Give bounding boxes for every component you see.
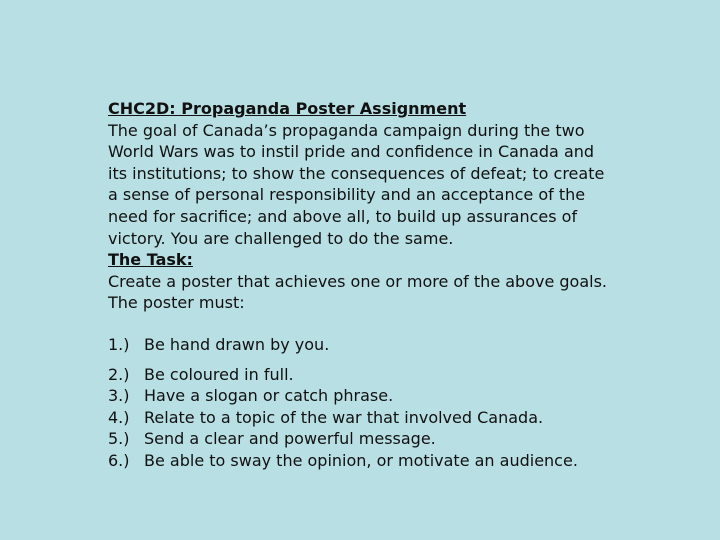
- list-item-number: 4.): [108, 407, 130, 427]
- list-item: [108, 385, 608, 407]
- list-item-text: Relate to a topic of the war that involved Canada.: [144, 407, 544, 427]
- requirements-list: [108, 364, 608, 472]
- intro-paragraph: The goal of Canada’s propaganda campaign during the two World Wars was to instil pride and confidence in Canada and its institutions; to show the consequences of defeat; to create a sense of personal responsibility and an acceptance of the need for sacrifice; and above all, to build up assurances of victory. You are challenged to do the same.: [108, 120, 605, 248]
- requirements-list-first: [108, 334, 608, 356]
- list-item-number: 1.): [108, 334, 130, 354]
- list-item-number: 2.): [108, 364, 130, 384]
- list-item-number: 5.): [108, 429, 130, 449]
- assignment-title: CHC2D: Propaganda Poster Assignment: [108, 99, 467, 118]
- list-item-number: 6.): [108, 450, 130, 470]
- list-item: [108, 407, 608, 429]
- list-item: [108, 334, 608, 356]
- list-item-text: Be able to sway the opinion, or motivate an audience.: [144, 450, 578, 470]
- list-item: [108, 364, 608, 386]
- task-heading: The Task:: [108, 250, 193, 270]
- list-item-text: Be hand drawn by you.: [144, 334, 330, 354]
- list-item-text: Send a clear and powerful message.: [144, 429, 436, 449]
- list-item: [108, 428, 608, 450]
- list-item-number: 3.): [108, 386, 130, 406]
- list-item-text: Be coloured in full.: [144, 364, 294, 384]
- task-paragraph: Create a poster that achieves one or more of the above goals. The poster must:: [108, 271, 608, 313]
- list-item-text: Have a slogan or catch phrase.: [144, 386, 394, 406]
- list-item: [108, 450, 608, 472]
- assignment-slide: [108, 98, 608, 472]
